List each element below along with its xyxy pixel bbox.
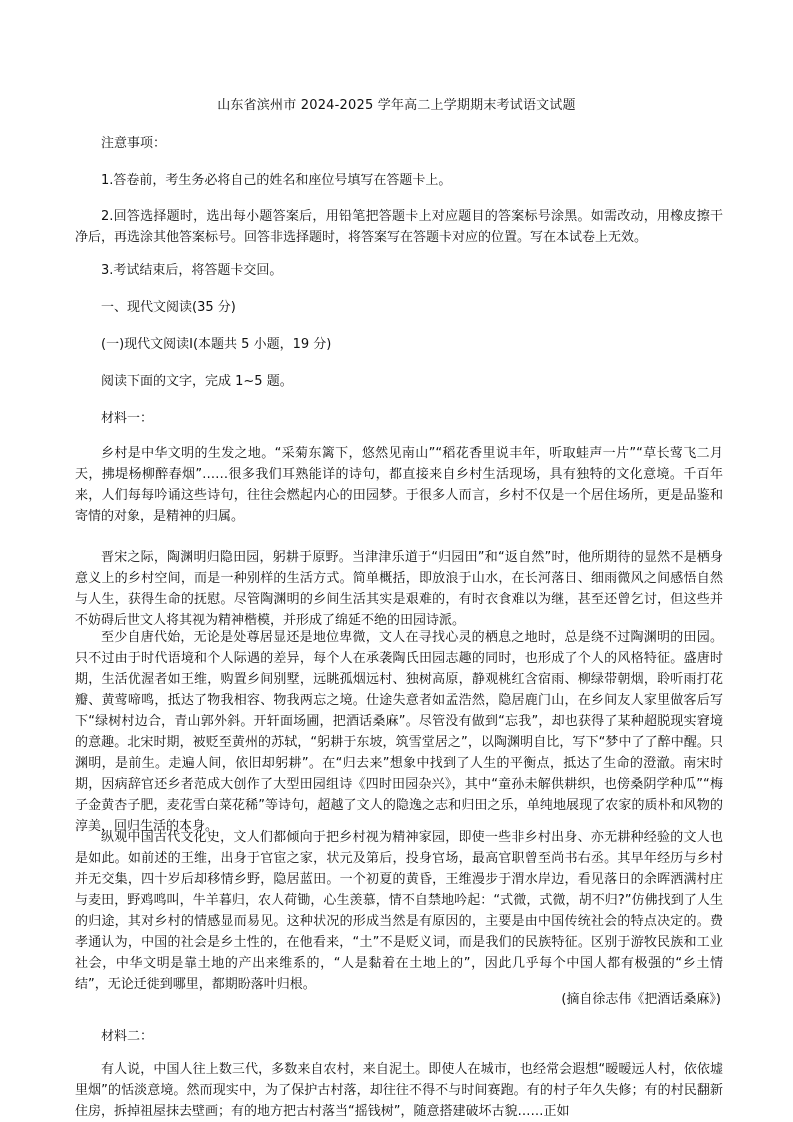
material-1-paragraph-1: 乡村是中华文明的生发之地。“采菊东篱下，悠然见南山”“稻花香里说丰年，听取蛙声一片”“草长莺飞二月天，拂堤杨柳醉春烟”……很多我们耳熟能详的诗句，都直接来自乡村生活现场，具有独特的文化意境。千百年来，人们每每吟诵这些诗句，往往会燃起内心的田园梦。于很多人而言，乡村不仅是一个居住场所，更是品鉴和寄情的对象，是精神的归属。 bbox=[75, 446, 723, 524]
material-1-paragraph-3: 至少自唐代始，无论是处尊居显还是地位卑微，文人在寻找心灵的栖息之地时，总是绕不过陶渊明的田园。只不过由于时代语境和个人际遇的差异，每个人在承袭陶氏田园志趣的同时，也形成了个人的风格特征。盛唐时期，生活优渥者如王维，购置乡间别墅，远眺孤烟远村、独树高原，静观桃红含宿雨、柳绿带朝烟，聆听雨打花瓣、黄莺啼鸣，抵达了物我相容、物我两忘之境。仕途失意者如孟浩然，隐居鹿门山，在乡间友人家里做客后写下“绿树村边合，青山郭外斜。开轩面场圃，把酒话桑麻”。尽管没有做到“忘我”，却也获得了某种超脱现实窘境的意趣。北宋时期，被贬至黄州的苏轼，“躬耕于东坡，筑雪堂居之”，以陶渊明自比，写下“梦中了了醉中醒。只渊明，是前生。走遍人间，依旧却躬耕”。在“归去来”想象中找到了人生的平衡点，抵达了生命的澄澈。南宋时期，因病辞官还乡者范成大创作了大型田园组诗《四时田园杂兴》，其中“童孙未解供耕织，也傍桑阴学种瓜”“梅子金黄杏子肥，麦花雪白菜花稀”等诗句，超越了文人的隐逸之志和归田之乐，单纯地展现了农家的质朴和风物的淳美，回归生活的本身。 bbox=[75, 630, 723, 834]
notice-item-2: 2.回答选择题时，选出每小题答案后，用铅笔把答题卡上对应题目的答案标号涂黑。如需改动，用橡皮擦干净后，再选涂其他答案标号。回答非选择题时，将答案写在答题卡对应的位置。写在本试卷上无效。 bbox=[75, 209, 723, 245]
material-1-source: (摘自徐志伟《把酒话桑麻》) bbox=[561, 992, 721, 1007]
material-2-label: 材料二： bbox=[101, 1029, 154, 1044]
material-1-paragraph-2: 晋宋之际，陶渊明归隐田园，躬耕于原野。当津津乐道于“归园田”和“返自然”时，他所期待的显然不是栖身意义上的乡村空间，而是一种别样的生活方式。简单概括，即放浪于山水，在长河落日、细雨微风之间感悟自然与人生，获得生命的抚慰。尽管陶渊明的乡间生活其实是艰难的，有时衣食难以为继，甚至还曾乞讨，但这些并不妨碍后世文人将其视为精神楷模，并形成了绵延不绝的田园诗派。 bbox=[75, 550, 723, 628]
material-2-paragraph-1: 有人说，中国人往上数三代，多数来自农村，来自泥土。即使人在城市，也经常会遐想“暧暧远人村，依依墟里烟”的恬淡意境。然而现实中，为了保护古村落，却往往不得不与时间赛跑。有的村子年久失修；有的村民翻新住房，拆掉祖屋抹去壁画；有的地方把古村落当“摇钱树”，随意搭建破坏古貌……正如 bbox=[75, 1062, 723, 1119]
material-1-paragraph-4: 纵观中国古代文化史，文人们都倾向于把乡村视为精神家园，即使一些非乡村出身、亦无耕种经验的文人也是如此。如前述的王维，出身于官宦之家，状元及第后，投身官场，最高官职曾至尚书右丞。其早年经历与乡村并无交集，四十岁后却移情乡野，隐居蓝田。一个初夏的黄昏，王维漫步于渭水岸边，看见落日的余晖洒满村庄与麦田，野鸡鸣叫，牛羊暮归，农人荷锄，心生羡慕，情不自禁地吟起：“式微，式微，胡不归?”仿佛找到了人生的归途，其对乡村的情感显而易见。这种状况的形成当然是有原因的，主要是由中国传统社会的特点决定的。费孝通认为，中国的社会是乡土性的，在他看来，“土”不是贬义词，而是我们的民族特征。区别于游牧民族和工业社会，中华文明是靠土地的产出来维系的，“人是黏着在土地上的”，因此几乎每个中国人都有极强的“乡土情结”，无论迁徙到哪里，都期盼落叶归根。 bbox=[75, 830, 723, 992]
section-heading: 一、现代文阅读(35 分) bbox=[101, 300, 236, 315]
notice-item-3: 3.考试结束后，将答题卡交回。 bbox=[101, 263, 283, 278]
material-1-label: 材料一： bbox=[101, 411, 154, 426]
notice-heading: 注意事项： bbox=[101, 136, 167, 151]
document-title: 山东省滨州市 2024-2025 学年高二上学期期末考试语文试题 bbox=[217, 98, 576, 113]
subsection-heading: (一)现代文阅读Ⅰ(本题共 5 小题，19 分) bbox=[101, 337, 332, 352]
reading-instruction: 阅读下面的文字，完成 1~5 题。 bbox=[101, 374, 293, 389]
notice-item-1: 1.答卷前，考生务必将自己的姓名和座位号填写在答题卡上。 bbox=[101, 173, 452, 188]
